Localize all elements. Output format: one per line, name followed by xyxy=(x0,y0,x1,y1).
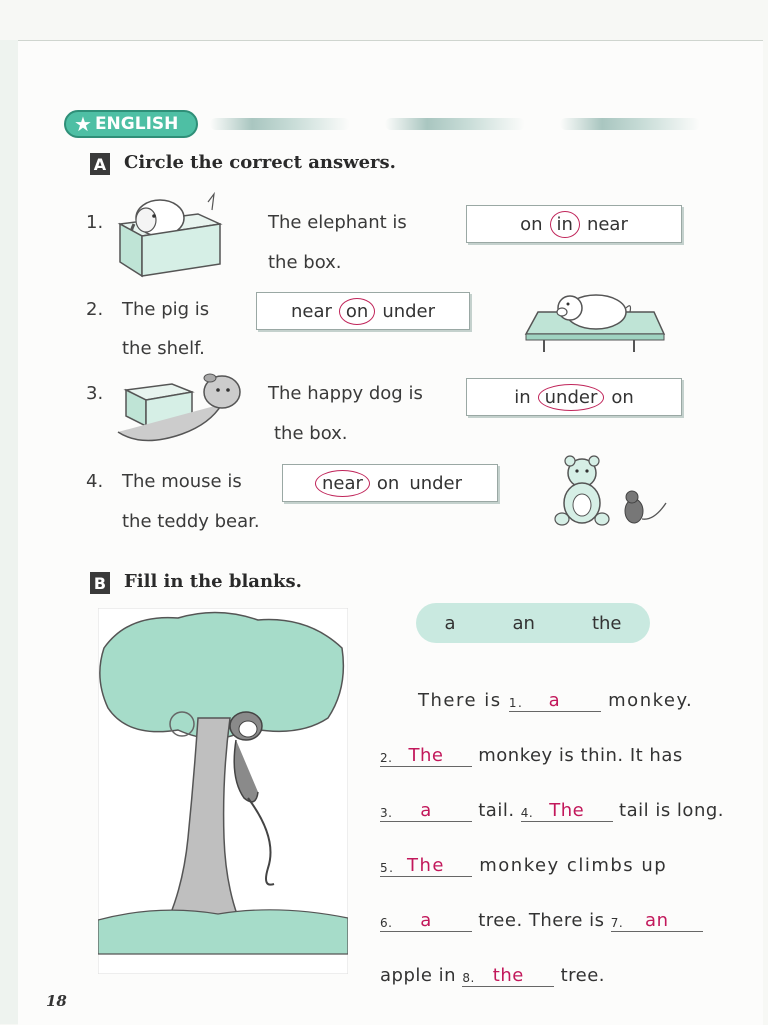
badge-label: ENGLISH xyxy=(94,114,179,134)
item-1-line2: the box. xyxy=(268,252,342,273)
section-a-title: Circle the correct answers. xyxy=(124,152,396,173)
line-text: monkey climbs up xyxy=(479,855,668,876)
fill-line-6 xyxy=(380,965,605,987)
option-on-selected[interactable]: on xyxy=(339,298,375,325)
line-text: tree. There is xyxy=(478,910,605,931)
line-text: There is xyxy=(418,690,502,711)
decorative-wave xyxy=(560,118,700,130)
blank-8[interactable] xyxy=(462,965,554,987)
english-badge xyxy=(64,110,198,138)
blank-answer: The xyxy=(549,800,585,821)
option-on[interactable]: on xyxy=(520,213,543,235)
blank-answer: The xyxy=(408,745,444,766)
fill-line-5 xyxy=(380,910,703,932)
blank-answer: a xyxy=(420,800,432,821)
blank-3[interactable] xyxy=(380,800,472,822)
blank-number: 5. xyxy=(380,861,395,875)
item-3-options xyxy=(466,378,682,416)
blank-4[interactable] xyxy=(521,800,613,822)
line-text: monkey is thin. It has xyxy=(478,745,683,766)
blank-6[interactable] xyxy=(380,910,472,932)
line-text: tree. xyxy=(560,965,605,986)
elephant-in-box-picture xyxy=(112,192,228,280)
item-4-number: 4. xyxy=(86,471,104,492)
blank-number: 7. xyxy=(610,916,624,930)
item-1-options xyxy=(466,205,682,243)
monkey-in-tree-picture xyxy=(98,608,348,974)
fill-line-1 xyxy=(418,690,693,712)
blank-7[interactable] xyxy=(611,910,703,932)
teddy-bear-and-mouse-picture xyxy=(550,455,670,531)
blank-number: 2. xyxy=(380,751,393,765)
blank-number: 4. xyxy=(520,806,534,820)
option-under[interactable]: under xyxy=(409,472,463,494)
blank-number: 6. xyxy=(380,916,393,930)
blank-answer: a xyxy=(420,910,432,931)
word-bank xyxy=(416,603,650,643)
pig-on-shelf-picture xyxy=(522,290,667,356)
option-on[interactable]: on xyxy=(376,472,400,494)
section-a-letter: A xyxy=(90,153,110,175)
blank-answer: the xyxy=(492,965,524,986)
blank-5[interactable] xyxy=(380,855,472,877)
word-a: a xyxy=(444,612,456,634)
section-b-title: Fill in the blanks. xyxy=(124,571,302,592)
option-on[interactable]: on xyxy=(611,386,634,408)
option-under[interactable]: under xyxy=(382,300,436,322)
item-1-number: 1. xyxy=(86,212,104,233)
line-text: apple in xyxy=(380,965,457,986)
word-the: the xyxy=(591,612,622,634)
item-2-line2: the shelf. xyxy=(122,338,205,359)
decorative-wave xyxy=(210,118,350,130)
option-in-selected[interactable]: in xyxy=(550,211,580,238)
item-4-options xyxy=(282,464,498,502)
page-left-strip xyxy=(0,40,18,1024)
page-number: 18 xyxy=(46,992,67,1010)
item-3-line1: The happy dog is xyxy=(268,383,423,404)
item-1-line1: The elephant is xyxy=(268,212,407,233)
line-text: tail is long. xyxy=(619,800,724,821)
option-near[interactable]: near xyxy=(586,213,628,235)
decorative-wave xyxy=(385,118,525,130)
option-under-selected[interactable]: under xyxy=(538,384,605,411)
blank-number: 3. xyxy=(380,806,393,820)
item-3-number: 3. xyxy=(86,383,104,404)
dog-under-box-picture xyxy=(112,370,246,448)
blank-answer: The xyxy=(407,855,445,876)
blank-number: 1. xyxy=(508,696,524,710)
section-b-letter: B xyxy=(90,572,110,594)
option-in[interactable]: in xyxy=(514,386,531,408)
option-near[interactable]: near xyxy=(290,300,332,322)
line-text: tail. xyxy=(478,800,515,821)
blank-number: 8. xyxy=(462,971,475,985)
item-2-number: 2. xyxy=(86,299,104,320)
blank-1[interactable] xyxy=(509,690,601,712)
option-near-selected[interactable]: near xyxy=(315,470,370,497)
fill-line-4 xyxy=(380,855,667,877)
blank-2[interactable] xyxy=(380,745,472,767)
word-an: an xyxy=(512,612,535,634)
item-3-line2: the box. xyxy=(274,423,348,444)
blank-answer: an xyxy=(645,910,669,931)
item-4-line1: The mouse is xyxy=(122,471,242,492)
item-4-line2: the teddy bear. xyxy=(122,511,260,532)
fill-line-3 xyxy=(380,800,724,822)
fill-line-2 xyxy=(380,745,683,767)
line-text: monkey. xyxy=(608,690,694,711)
blank-answer: a xyxy=(548,690,562,711)
item-2-options xyxy=(256,292,470,330)
star-icon: ★ xyxy=(74,112,92,136)
item-2-line1: The pig is xyxy=(122,299,210,320)
